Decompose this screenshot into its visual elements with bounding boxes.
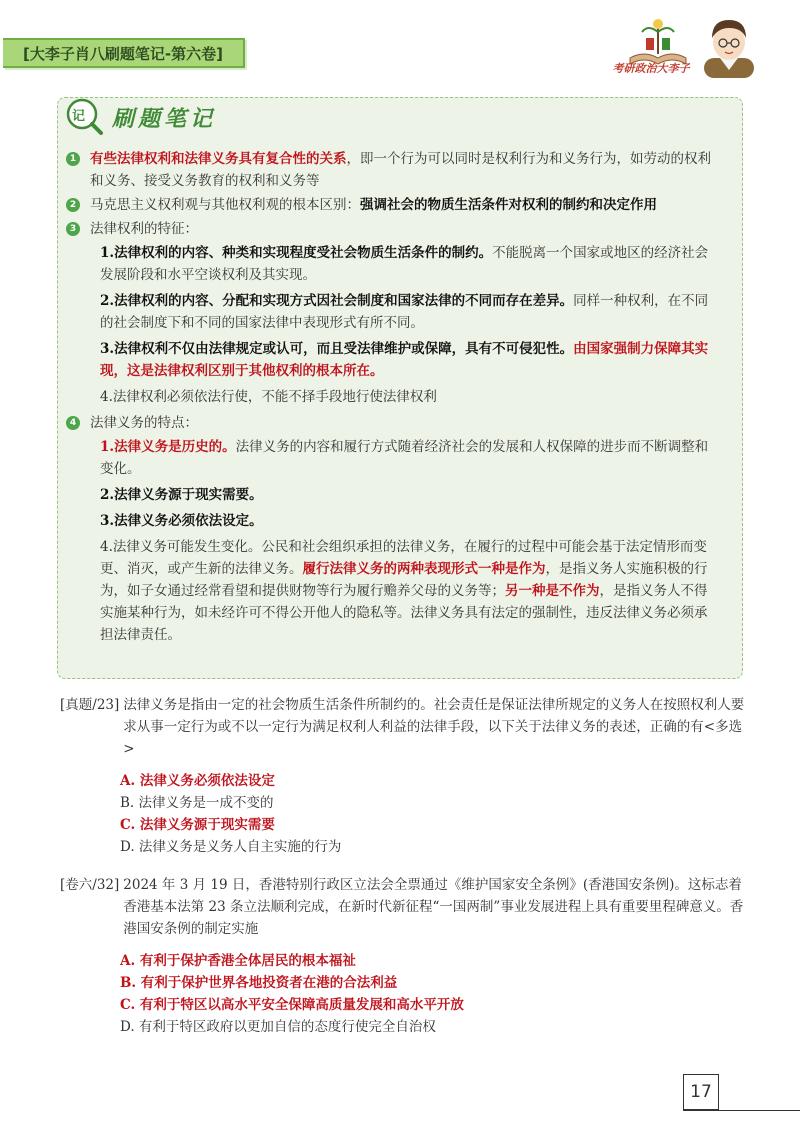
note-item-1-text: ，即一个行为可以同时是权利行为和义务行为，如劳动的权利和义务、接受义务教育的权利和义务等 xyxy=(90,151,711,189)
sub-item-text: 4.法律权利必须依法行使，不能不择手段地行使法律权利 xyxy=(100,389,437,405)
number-badge: 4 xyxy=(66,416,80,430)
option-d: D. 法律义务是义务人自主实施的行为 xyxy=(120,839,342,855)
sub-item xyxy=(100,436,720,480)
note-item-4 xyxy=(66,412,720,434)
header-tab: [大李子肖八刷题笔记-第六卷] xyxy=(3,38,245,68)
notes-panel xyxy=(57,97,743,679)
option-c: C. 法律义务源于现实需要 xyxy=(120,817,275,833)
sub-item-text: 同样一种权利，在不同的社会制度下和不同的国家法律中表现形式有所不同。 xyxy=(100,293,709,331)
note-item-1-key: 有些法律权利和法律义务具有复合性的关系 xyxy=(90,151,347,167)
sub-item xyxy=(100,386,720,408)
sub-item-key: 3.法律权利不仅由法律规定或认可，而且受法律维护或保障，具有不可侵犯性。 xyxy=(100,341,574,357)
option-list xyxy=(60,770,746,858)
note-item-3-heading: 法律权利的特征： xyxy=(90,221,198,237)
option-b: B. 有利于保护世界各地投资者在港的合法利益 xyxy=(120,975,398,991)
option-d: D. 有利于特区政府以更加自信的态度行使完全自治权 xyxy=(120,1019,436,1035)
question-stem: 法律义务是指由一定的社会物质生活条件所制约的。社会责任是保证法律所规定的义务人在按照权利人要求从事一定行为或不以一定行为满足权利人利益的法律手段，以下关于法律义务的表述，正确的有<多选> xyxy=(123,697,745,757)
footer-divider xyxy=(683,1110,800,1111)
question-stem: 2024 年 3 月 19 日，香港特别行政区立法会全票通过《维护国家安全条例》(香港国安条例)。这标志着香港基本法第 23 条立法顺利完成，在新时代新征程“一国两制”事业发展进程上具有重要里程碑意义。香港国安条例的制定实施 xyxy=(123,877,744,937)
sub-item-text: ，是指义务人实施积极的行为，如子女通过经常看望和提供财物等行为履行赡养父母的义务等； xyxy=(100,561,708,599)
question-tag: [卷六/32] xyxy=(60,877,120,893)
option-a: A. 法律义务必须依法设定 xyxy=(120,773,275,789)
note-title: 刷题笔记 xyxy=(112,107,217,132)
note-item-3 xyxy=(66,218,720,240)
sub-item-text: 法律义务的内容和履行方式随着经济社会的发展和人权保障的进步而不断调整和变化。 xyxy=(100,439,709,477)
note-badge-label: 记 xyxy=(72,109,86,124)
option-list xyxy=(60,950,746,1038)
sub-item xyxy=(100,484,720,506)
note-item-2 xyxy=(66,194,720,216)
note-item-2-key: 强调社会的物质生活条件对权利的制约和决定作用 xyxy=(360,197,657,213)
sub-item-key: 1.法律权利的内容、种类和实现程度受社会物质生活条件的制约。 xyxy=(100,245,493,261)
sub-item-emphasis: 1.法律义务是历史的。 xyxy=(100,439,236,455)
sub-item xyxy=(100,510,720,532)
page-number: 17 xyxy=(683,1074,719,1110)
sub-item-text: ，是指义务人不得实施某种行为，如未经许可不得公开他人的隐私等。法律义务具有法定的强制性，违反法律义务必须承担法律责任。 xyxy=(100,583,708,643)
sub-item xyxy=(100,290,720,334)
note-item-4-heading: 法律义务的特点： xyxy=(90,415,198,431)
number-badge: 1 xyxy=(66,152,80,166)
question-2 xyxy=(60,874,746,1038)
sub-item-key: 2.法律义务源于现实需要。 xyxy=(100,487,263,503)
sub-item xyxy=(100,338,720,382)
sub-item-key: 2.法律权利的内容、分配和实现方式因社会制度和国家法律的不同而存在差异。 xyxy=(100,293,574,309)
sub-item xyxy=(100,242,720,286)
sub-item-emphasis: 由国家强制力保障其实现，这是法律权利区别于其他权利的根本所在。 xyxy=(100,341,709,379)
question-1 xyxy=(60,694,746,858)
sub-item-emphasis: 另一种是不作为 xyxy=(505,583,600,599)
sub-item-emphasis: 履行法律义务的两种表现形式一种是作为 xyxy=(302,561,546,577)
avatar xyxy=(698,14,760,78)
note-item-3-subs xyxy=(66,242,720,408)
sub-item-text: 不能脱离一个国家或地区的经济社会发展阶段和水平空谈权利及其实现。 xyxy=(100,245,709,283)
note-item-1 xyxy=(66,148,720,192)
sub-item xyxy=(100,536,720,646)
note-item-2-text: 马克思主义权利观与其他权利观的根本区别： xyxy=(90,197,360,213)
option-a: A. 有利于保护香港全体居民的根本福祉 xyxy=(120,953,356,969)
number-badge: 2 xyxy=(66,198,80,212)
question-tag: [真题/23] xyxy=(60,697,120,713)
option-c: C. 有利于特区以高水平安全保障高质量发展和高水平开放 xyxy=(120,997,464,1013)
sub-item-text: 4.法律义务可能发生变化。公民和社会组织承担的法律义务，在履行的过程中可能会基于法定情形而变更、消灭，或产生新的法律义务。 xyxy=(100,539,707,577)
number-badge: 3 xyxy=(66,222,80,236)
sub-item-key: 3.法律义务必须依法设定。 xyxy=(100,513,263,529)
option-b: B. 法律义务是一成不变的 xyxy=(120,795,274,811)
brand-name: 考研政治大李子 xyxy=(612,62,690,75)
note-item-4-subs xyxy=(66,436,720,646)
